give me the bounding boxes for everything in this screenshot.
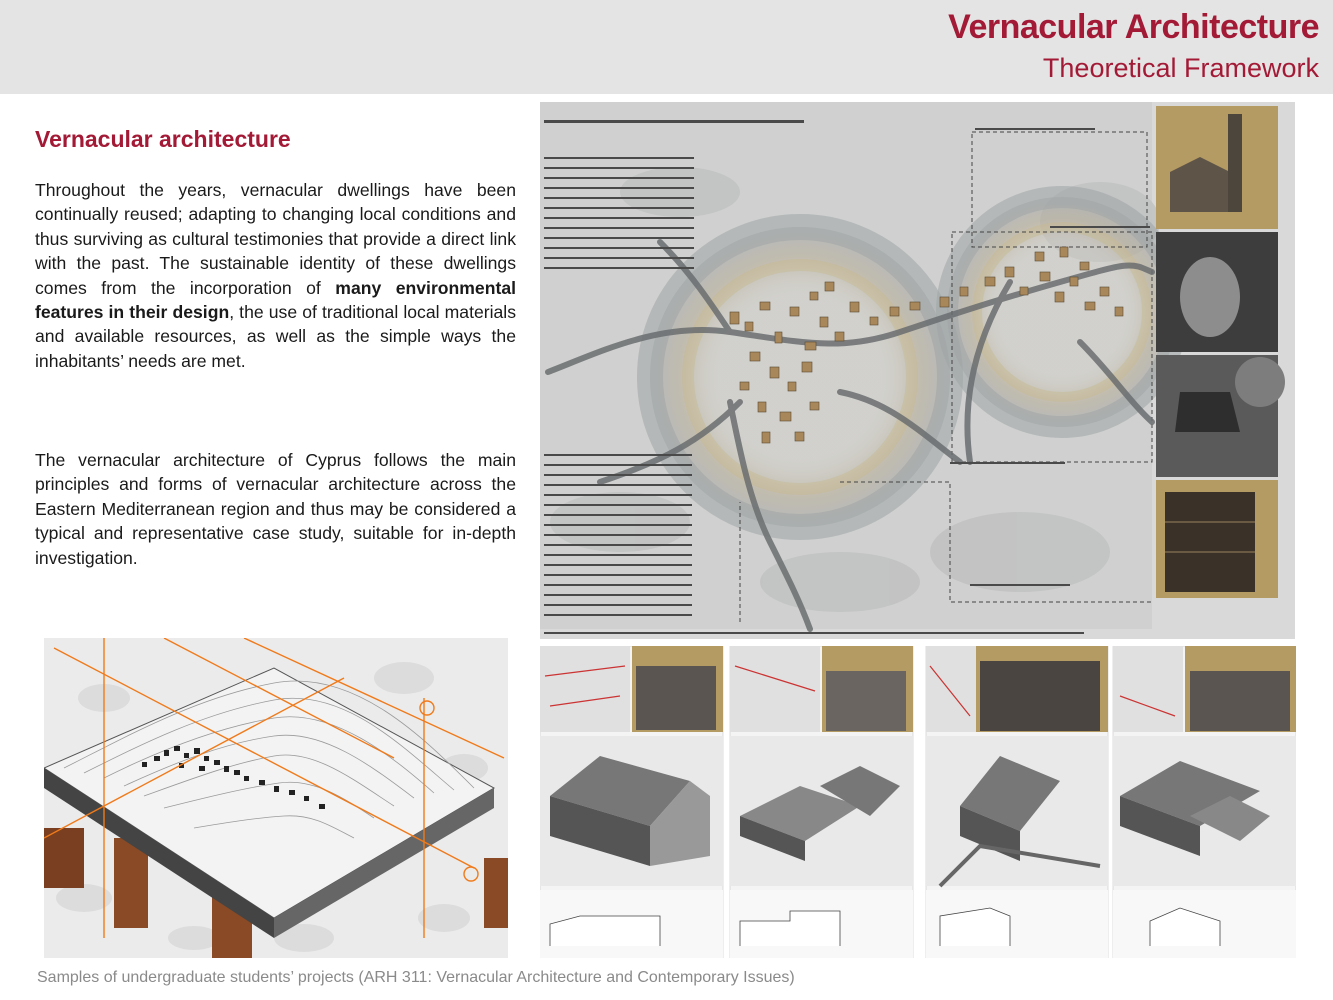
figure-caption: Samples of undergraduate students’ projects (ARH 311: Vernacular Architecture and Contemporary Issues) xyxy=(37,969,795,986)
page-title: Vernacular Architecture xyxy=(948,8,1319,46)
header-bar xyxy=(0,0,1333,94)
paragraph-1 xyxy=(35,178,516,373)
village-map-image xyxy=(540,102,1295,639)
project-sheets-image xyxy=(540,646,1296,958)
paragraph-1-part2: , the use of traditional local materials and available resources, as well as the simple ways the inhabitants’ needs are met. xyxy=(35,302,516,371)
paragraph-1-part1: Throughout the years, vernacular dwellings have been continually reused; adapting to changing local conditions and thus surviving as cultural testimonies that provide a direct link with the past. The sustainable identity of these dwellings comes from the incorporation of xyxy=(35,180,516,298)
terrain-model-image xyxy=(44,638,508,958)
section-heading: Vernacular architecture xyxy=(35,126,291,152)
paragraph-1-bold: many environmental features in their design xyxy=(35,277,516,323)
paragraph-2: The vernacular architecture of Cyprus follows the main principles and forms of vernacular architecture across the Eastern Mediterranean region and thus may be considered a typical and representative case study, suitable for in-depth investigation. xyxy=(35,450,516,568)
page-subtitle: Theoretical Framework xyxy=(1042,53,1319,83)
